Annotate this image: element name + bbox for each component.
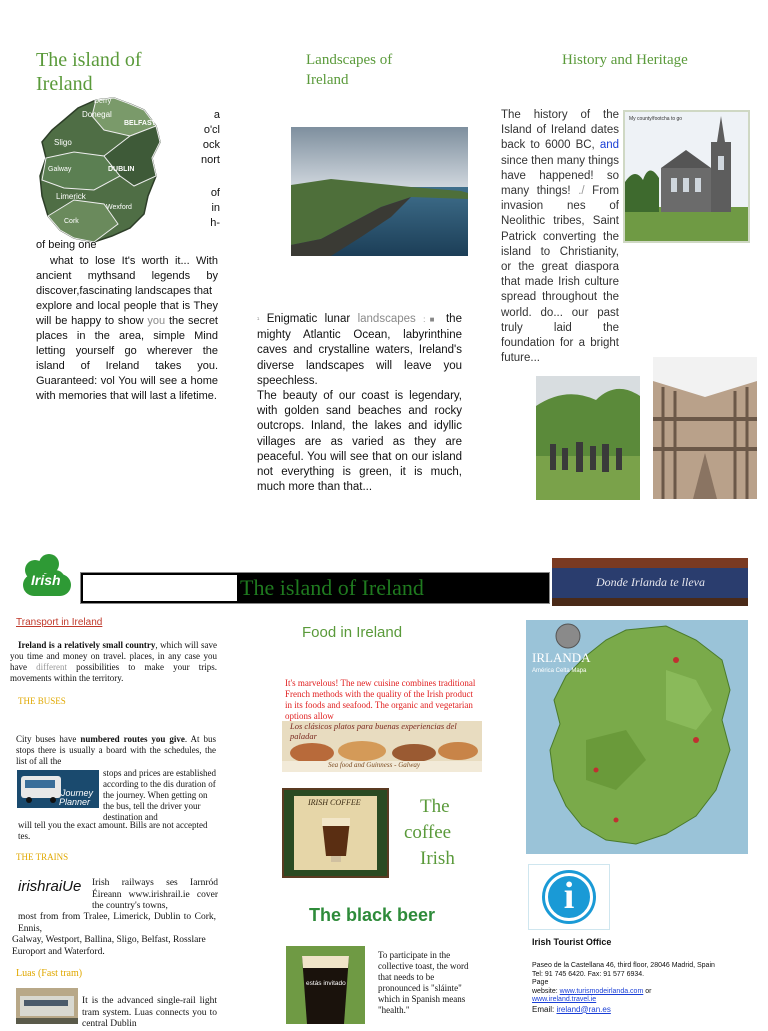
banner-title: The island of Ireland <box>240 575 424 600</box>
tourist-office-title: Irish Tourist Office <box>532 937 612 947</box>
irish-logo <box>15 552 77 604</box>
food-banner-text: Los clásicos platos para buenas experiencias del paladar <box>290 721 457 741</box>
website-link-1[interactable]: www.turismodeirlanda.com <box>559 987 644 995</box>
map-label-belfast: BELFAST <box>124 120 156 127</box>
info-icon: i <box>528 864 610 930</box>
map-label-wexford: Wexford <box>106 204 132 211</box>
buses-text-3: will tell you the exact amount. Bills are not accepted tes. <box>18 820 208 841</box>
buses-text-2: stops and prices are established according to the dis duration of the journey. When getting on the bus, tell the driver your destination and <box>103 768 216 822</box>
graveyard-photo <box>536 376 640 500</box>
church-caption: My county/footcha to go <box>629 116 683 122</box>
website-link-2[interactable]: www.ireland.travel.ie <box>532 996 597 1003</box>
irish-coffee-sign <box>282 788 389 878</box>
irlanda-map-title: IRLANDA <box>532 650 591 665</box>
trains-text-1: Irish railways ses Iarnród Éireann www.irishrail.ie cover the country's towns, <box>92 878 218 911</box>
col2-title: Landscapes of Ireland <box>306 52 393 88</box>
transport-intro: Ireland is a relatively small country, which will save you time and money on travel. places, in any case you have different possibilities to make your trips. movements within the territory. <box>10 640 217 683</box>
black-beer-heading: The black beer <box>309 905 436 925</box>
trains-text-3: Galway, Westport, Ballina, Sligo, Belfast, Rosslare Europort and Waterford. <box>12 935 206 957</box>
irlanda-map <box>526 620 748 854</box>
guinness-glass-text: estás invitado <box>306 980 346 987</box>
luas-tram-photo <box>16 988 78 1024</box>
irish-logo-text: Irish <box>31 572 61 588</box>
col3-body: The history of the Island of Ireland dates back to 6000 BC, and since then many things have happened! so many things! ./ From invasion nes of Neolithic tribes, Saint Patrick converting the island to Christianity, or the great diaspora that made Irish culture spread throughout the world. do... our past truly laid the foundation for a bright future... <box>501 109 620 365</box>
col3-title: History and Heritage <box>562 52 688 68</box>
map-label-sligo: Sligo <box>54 138 72 147</box>
buses-heading: THE BUSES <box>18 696 66 706</box>
irishrail-logo: irishraiUe <box>18 878 82 895</box>
luas-text: It is the advanced single-rail light tram system. Luas connects you to central Dublin <box>82 996 217 1029</box>
col1-body: what to lose It's worth it... With ancient mythsand legends by discover,fascinating landscapes that explore and local people that is They will be happy to show you the secret places in the area, simple Mind letting yourself go wherever the island of Ireland takes you. Guaranteed: vol You will see a home with memories that will last a lifetime. <box>36 255 218 402</box>
beer-text: To participate in the collective toast, the word that needs to be pronounced is "sláinte" which in Spanish means "health." <box>378 950 469 1015</box>
gaol-interior-photo <box>653 357 757 499</box>
col1-being-line: of being one <box>36 239 97 251</box>
email-link[interactable]: ireland@ran.es <box>556 1004 611 1014</box>
coffee-title: The coffee Irish <box>404 796 455 869</box>
col2-body: ¹ Enigmatic lunar landscapes :■ the mighty Atlantic Ocean, labyrinthine caves and crystalline waters, Ireland's diverse landscapes will leave you speechless. The beauty of our coast is legendary, with golden sand beaches and rocky outcrops. Inland, the lakes and idyllic villages are as varied as they are peaceful. You will see that on our island not everything is green, it is much, much more than that... <box>257 313 462 494</box>
food-red-text: It's marvelous! The new cuisine combines traditional French methods with the quality of the Irish product in its foods and seafood. The organic and vegetarian options allow <box>285 678 476 721</box>
irish-coffee-sign-text: IRISH COFFEE <box>308 798 361 807</box>
luas-heading: Luas (Fast tram) <box>16 968 83 979</box>
col1-title: The island of Ireland <box>36 49 142 95</box>
planner-text: Planner <box>59 797 91 807</box>
col1-side-fragments: a o'cl ock nort of in h- <box>201 109 220 229</box>
food-heading: Food in Ireland <box>302 624 403 641</box>
sign-photo <box>552 558 748 606</box>
map-label-derry: Derry <box>94 98 112 105</box>
map-label-donegal: Donegal <box>82 110 112 119</box>
food-banner <box>282 721 482 772</box>
journey-text: Journey <box>61 788 94 798</box>
irlanda-map-subtitle: América Celta Mapa <box>532 668 587 674</box>
journey-planner-logo <box>17 770 99 808</box>
trains-heading: THE TRAINS <box>16 852 69 862</box>
cliffs-photo <box>291 127 468 256</box>
map-label-cork: Cork <box>64 218 79 225</box>
map-label-dublin: DUBLIN <box>108 166 135 173</box>
guinness-photo <box>286 946 365 1024</box>
sign-text: Donde Irlanda te lleva <box>596 575 705 589</box>
map-label-galway: Galway <box>48 166 72 173</box>
tourist-office-info: Paseo de la Castellana 46, third floor, 28046 Madrid, Spain Tel: 91 745 6420. Fax: 91 577 6934. Page website: www.turismodeirlanda.com or www.ireland.travel.ie Email: ireland@ran.es <box>532 962 715 1014</box>
food-banner-caption: Sea food and Guinness - Galway <box>328 761 420 769</box>
map-label-limerick: Limerick <box>56 192 86 201</box>
banner-title-bar <box>80 572 550 604</box>
ireland-counties-map <box>34 96 168 246</box>
trains-text-2: most from from Tralee, Limerick, Dublin to Cork, Ennis, <box>18 912 216 934</box>
transport-heading: Transport in Ireland <box>16 617 103 628</box>
buses-text-1: City buses have numbered routes you give. At bus stops there is usually a board with the schedules, the list of all the <box>16 734 217 766</box>
